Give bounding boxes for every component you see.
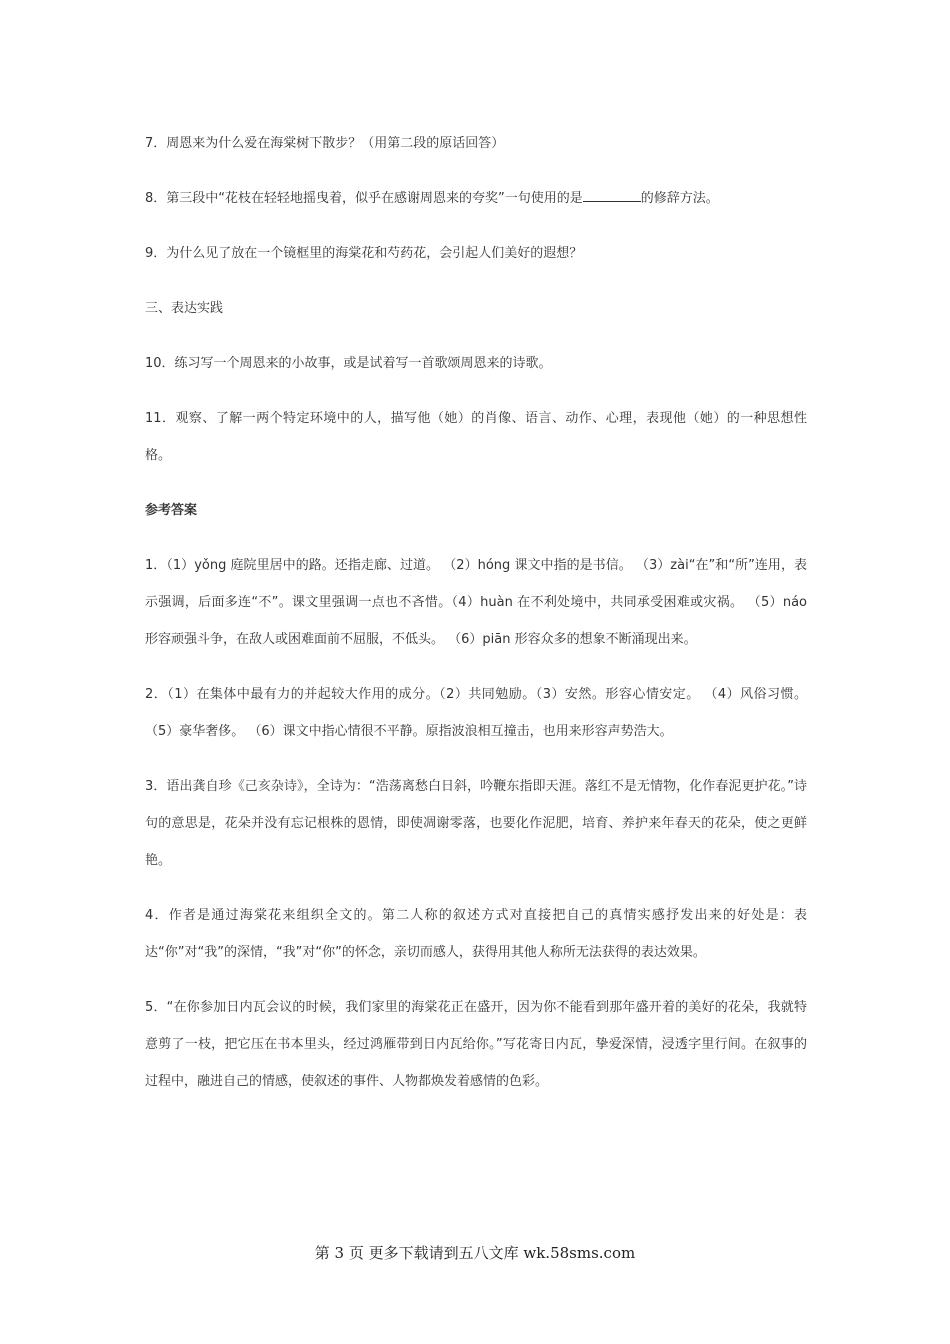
document-body <box>145 125 807 1100</box>
answer-4: 4．作者是通过海棠花来组织全文的。第二人称的叙述方式对直接把自己的真情实感抒发出来的好处是：表达“你”对“我”的深情，“我”对“你”的怀念，亲切而感人，获得用其他人称所无法获得的表达效果。 <box>145 908 807 960</box>
question-8-text: 8．第三段中“花枝在轻轻地摇曳着，似乎在感谢周恩来的夸奖”一句使用的是 <box>145 191 583 206</box>
question-11: 11．观察、了解一两个特定环境中的人，描写他（她）的肖像、语言、动作、心理，表现他（她）的一种思想性格。 <box>145 411 807 463</box>
question-10: 10．练习写一个周恩来的小故事，或是试着写一首歌颂周恩来的诗歌。 <box>145 356 552 371</box>
question-7: 7．周恩来为什么爱在海棠树下散步？（用第二段的原话回答） <box>145 136 505 151</box>
question-9: 9．为什么见了放在一个镜框里的海棠花和芍药花，会引起人们美好的遐想？ <box>145 246 583 261</box>
answer-5: 5．“在你参加日内瓦会议的时候，我们家里的海棠花正在盛开，因为你不能看到那年盛开着的美好的花朵，我就特意剪了一枝，把它压在书本里头，经过鸿雁带到日内瓦给你。”写花寄日内瓦，挚爱深情，浸透字里行间。在叙事的过程中，融进自己的情感，使叙述的事件、人物都焕发着感情的色彩。 <box>145 1000 807 1089</box>
answer-3: 3．语出龚自珍《己亥杂诗》，全诗为：“浩荡离愁白日斜，吟鞭东指即天涯。落红不是无情物，化作春泥更护花。”诗句的意思是，花朵并没有忘记根株的恩情，即使凋谢零落，也要化作泥肥，培育、养护来年春天的花朵，使之更鲜艳。 <box>145 779 807 868</box>
answer-blank <box>583 187 641 202</box>
page-footer: 第 3 页 更多下载请到五八文库 wk.58sms.com <box>314 1244 636 1262</box>
question-8-suffix: 的修辞方法。 <box>640 191 719 206</box>
answer-1: 1．（1）yǒng 庭院里居中的路。还指走廊、过道。 （2）hóng 课文中指的是书信。 （3）zài“在”和“所”连用，表示强调，后面多连“不”。课文里强调一点也不吝惜。（4）huàn 在不利处境中，共同承受困难或灾祸。 （5）náo 形容顽强斗争，在敌人或困难面前不屈服，不低头。 （6）piān 形容众多的想象不断涌现出来。 <box>145 558 807 647</box>
answers-heading: 参考答案 <box>145 503 198 518</box>
question-8 <box>145 180 807 217</box>
answer-2: 2．（1）在集体中最有力的并起较大作用的成分。（2）共同勉励。（3）安然。形容心情安定。 （4）风俗习惯。 （5）豪华奢侈。 （6）课文中指心情很不平静。原指波浪相互撞击，也用来形容声势浩大。 <box>145 687 807 739</box>
section-title-practice: 三、表达实践 <box>145 301 224 316</box>
